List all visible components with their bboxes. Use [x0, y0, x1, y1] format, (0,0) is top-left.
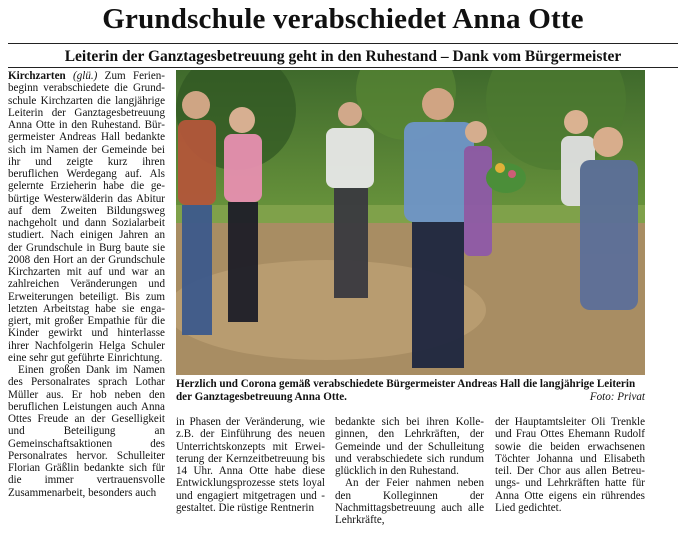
author-tag: (glü.): [65, 70, 98, 82]
column-3-paragraph-2: An der Feier nahmen neben den Kolleginnen der Nachmittagsbetreuung auch alle Lehrkräfte,: [335, 477, 484, 526]
column-3-paragraph-1: bedankte sich bei ihren Kolleginnen, den Lehrkräften, der Gemeinde und der Schulleitung und verabschiedete sich rundum glücklich in den Ruhestand.: [335, 416, 484, 477]
subheadline-rule: [8, 67, 678, 68]
article-column-4: [495, 416, 645, 514]
article-column-3: [335, 416, 484, 526]
photo-credit: Foto: Privat: [589, 390, 645, 403]
paragraph-1-text: Zum Ferienbeginn verabschiedete die Grundschule Kirchzarten die langjährige Leiterin der Ganztagesbetreuung Anna Otte in den Ruhestand. Bürgermeister Andreas Hall bedankte sich im Namen der Gemeinde bei ihr und zeigte kurz ihren beruflichen Werdegang auf. Als gelernte Erzieherin habe die gebürtige Westerwälderin das Abitur auf dem Zweiten Bildungsweg nachgeholt und dann Sozialarbeit studiert. Nach einigen Jahren an der Grundschule in Burg baute sie 2008 den Hort an der Grundschule Kirchzarten mit auf und war an zahlreichen Veränderungen und Erweiterungen beteiligt. Bis zum letzten Arbeitstag habe sie engagiert, mit großer Empathie für die Kinder gewirkt und hinterlasse ihrer Nachfolgerin Helga Schuler eine sehr gut geführte Einrichtung.: [8, 70, 165, 364]
article-photo: [176, 70, 645, 375]
dateline: Kirchzarten: [8, 70, 66, 82]
subheadline: Leiterin der Ganztagesbetreuung geht in den Ruhestand – Dank vom Bürgermeister: [64, 48, 622, 65]
paragraph-2: Einen großen Dank im Namen des Personalrates sprach Lothar Müller aus. Er hob neben den beruflichen Leistungen auch Anna Ottes Freude an der Geselligkeit und Beteiligung an Gemeinschaftsaktionen des Personalrates hervor. Schulleiter Florian Gräßlin bedankte sich für die immer vertrauensvolle Zusammenarbeit, besonders auch: [8, 364, 165, 499]
article-column-2: [176, 416, 325, 514]
headline-rule: [8, 43, 678, 44]
article-column-1: [8, 70, 165, 499]
farewell-photo-illustration: [176, 70, 645, 375]
column-2-text: in Phasen der Veränderung, wie z.B. der Einführung des neuen Unterrichtskonzepts mit Erweiterung der Kernzeitbetreuung bis 14 Uhr. Anna Otte habe diese Entwicklungsprozesse stets loyal und engagiert mitgetragen und -gestaltet. Die rüstige Rentnerin: [176, 416, 325, 514]
caption-text: Herzlich und Corona gemäß verabschiedete Bürgermeister Andreas Hall die langjährige Leiterin der Ganztagesbetreuung Anna Otte.: [176, 378, 636, 403]
column-4-text: der Hauptamtsleiter Oli Trenkle und Frau Ottes Ehemann Rudolf sowie die beiden erwachsenen Töchter Johanna und Elisabeth teil. Der Chor aus allen Betreuungs- und Lehrkräften hatte für Anna Otte eigens ein rührendes Lied gedichtet.: [495, 416, 645, 514]
paragraph-1: [8, 70, 165, 364]
photo-caption: [176, 378, 645, 403]
headline: Grundschule verabschiedet Anna Otte: [102, 3, 584, 35]
